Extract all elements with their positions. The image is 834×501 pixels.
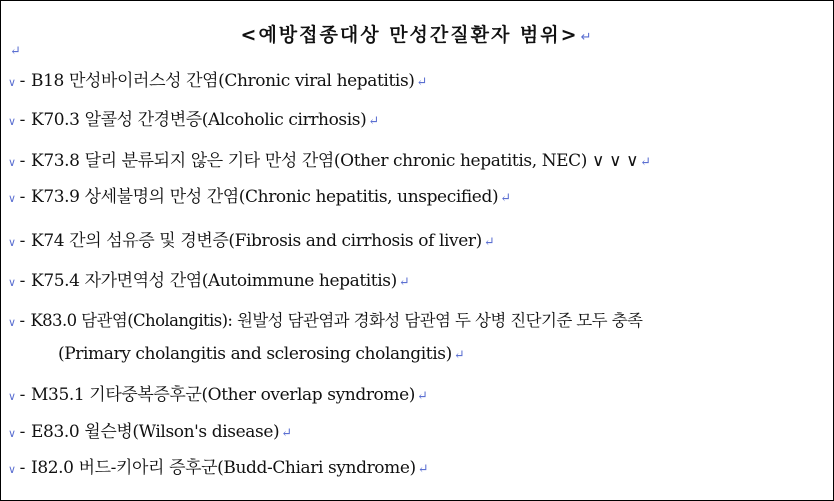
bullet-mark-icon: ∨ [8, 463, 16, 476]
item-text: 기타중복증후군(Other overlap syndrome) [89, 385, 416, 405]
list-item-continuation [58, 344, 464, 364]
list-item: ∨ - K83.0 담관염(Cholangitis): 원발성 담관염과 경화성 담관염 두 상병 진단기준 모두 충족 [8, 311, 643, 330]
item-code: K75.4 [31, 271, 80, 291]
item-code: K70.3 [31, 110, 80, 130]
item-text: 간의 섬유증 및 경변증(Fibrosis and cirrhosis of liver) [69, 231, 482, 251]
paragraph-mark-icon: ↵ [453, 348, 465, 363]
list-item: ∨ - M35.1 기타중복증후군(Other overlap syndrome) ↵ [8, 385, 428, 405]
item-code: M35.1 [31, 385, 85, 405]
list-item: ∨ - K75.4 자가면역성 간염(Autoimmune hepatitis) ↵ [8, 271, 410, 291]
paragraph-mark-icon: ↵ [640, 155, 651, 170]
item-code: I82.0 [31, 458, 74, 478]
paragraph-mark-icon: ↵ [580, 30, 594, 45]
paragraph-mark-icon: ↵ [417, 462, 429, 477]
item-text: (Primary cholangitis and sclerosing cholangitis) [58, 344, 452, 364]
list-item: ∨ - K74 간의 섬유증 및 경변증(Fibrosis and cirrhosis of liver) ↵ [8, 231, 495, 251]
bullet-mark-icon: ∨ [8, 316, 16, 329]
bullet-mark-icon: ∨ [8, 156, 16, 169]
item-text: 윌슨병(Wilson's disease) [84, 422, 280, 442]
bullet-mark-icon: ∨ [8, 115, 16, 128]
item-text: 만성바이러스성 간염(Chronic viral hepatitis) [68, 71, 415, 91]
bullet-mark-icon: ∨ [8, 236, 16, 249]
paragraph-mark-icon: ↵ [10, 44, 21, 59]
list-item: ∨ - B18 만성바이러스성 간염(Chronic viral hepatitis) ↵ [8, 71, 427, 91]
list-item: ∨ - I82.0 버드-키아리 증후군(Budd-Chiari syndrome) ↵ [8, 458, 429, 478]
bullet-mark-icon: ∨ [8, 76, 16, 89]
paragraph-mark-icon: ↵ [281, 426, 292, 441]
bullet-mark-icon: ∨ [8, 276, 16, 289]
item-text: 자가면역성 간염(Autoimmune hepatitis) [84, 271, 397, 291]
paragraph-mark-icon: ↵ [416, 75, 427, 90]
item-code: K74 [31, 231, 65, 251]
bullet-mark-icon: ∨ [8, 390, 16, 403]
paragraph-mark-icon: ↵ [398, 275, 410, 290]
title-text: <예방접종대상 만성간질환자 범위> [240, 24, 579, 46]
list-item: ∨ - K73.9 상세불명의 만성 간염(Chronic hepatitis, unspecified) ↵ [8, 187, 511, 207]
item-text: 달리 분류되지 않은 기타 만성 간염(Other chronic hepatitis, NEC) ∨ ∨ ∨ [84, 151, 639, 171]
paragraph-mark-icon: ↵ [417, 389, 428, 404]
item-code: E83.0 [31, 422, 80, 442]
item-code: K73.9 [31, 187, 80, 207]
item-code: B18 [31, 71, 64, 91]
page-title [0, 20, 834, 47]
paragraph-mark-icon: ↵ [368, 114, 379, 129]
paragraph-mark-icon: ↵ [483, 235, 495, 250]
bullet-mark-icon: ∨ [8, 192, 16, 205]
item-code: K73.8 [31, 151, 80, 171]
item-text: 버드-키아리 증후군(Budd-Chiari syndrome) [78, 458, 416, 478]
bullet-mark-icon: ∨ [8, 427, 16, 440]
list-item: ∨ - K70.3 알콜성 간경변증(Alcoholic cirrhosis) ↵ [8, 110, 379, 130]
list-item: ∨ - E83.0 윌슨병(Wilson's disease) ↵ [8, 422, 292, 442]
item-text: 담관염(Cholangitis): 원발성 담관염과 경화성 담관염 두 상병 진단기준 모두 충족 [81, 311, 643, 330]
item-code: K83.0 [30, 311, 77, 330]
item-text: 알콜성 간경변증(Alcoholic cirrhosis) [84, 110, 367, 130]
paragraph-mark-icon: ↵ [500, 191, 511, 206]
list-item: ∨ - K73.8 달리 분류되지 않은 기타 만성 간염(Other chronic hepatitis, NEC) ∨ ∨ ∨ ↵ [8, 151, 651, 171]
item-text: 상세불명의 만성 간염(Chronic hepatitis, unspecified) [84, 187, 499, 207]
